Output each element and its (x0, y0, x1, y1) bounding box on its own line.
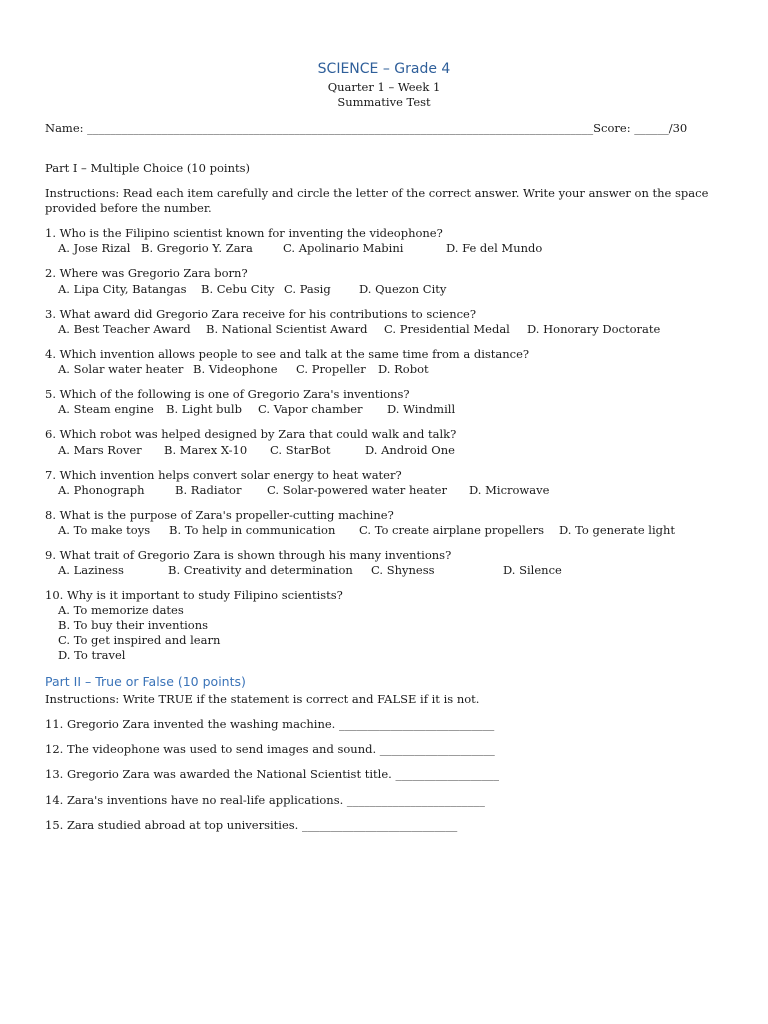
option-d: D. Android One (365, 443, 455, 457)
question-9: 9. What trait of Gregorio Zara is shown through his many inventions? (45, 548, 452, 562)
part1-instructions-line2: provided before the number. (45, 201, 212, 215)
option-c: C. Shyness (371, 563, 435, 577)
question-3: 3. What award did Gregorio Zara receive for his contributions to science? (45, 307, 477, 321)
option-b: B. Marex X-10 (164, 443, 248, 457)
tf-item-14: 14. Zara's inventions have no real-life applications. ________________________ (45, 793, 485, 807)
name-score-line: Name: ________________________________________________________________________________________Score: ______/30 (45, 121, 688, 135)
tf-item-15: 15. Zara studied abroad at top universities. ___________________________ (45, 818, 458, 832)
option-c: C. Propeller (296, 362, 366, 376)
part2-instructions: Instructions: Write TRUE if the statement is correct and FALSE if it is not. (45, 692, 480, 706)
tf-item-12: 12. The videophone was used to send images and sound. ____________________ (45, 742, 495, 756)
option-d: D. To generate light (559, 523, 676, 537)
option-a: A. Phonograph (58, 483, 145, 497)
option-a: A. Jose Rizal (58, 241, 131, 255)
option-b: B. To help in communication (169, 523, 336, 537)
option-b: B. Radiator (175, 483, 242, 497)
option-c: C. Presidential Medal (384, 322, 510, 336)
option-b: B. Light bulb (166, 402, 242, 416)
test-subtitle: Summative Test (337, 95, 431, 109)
quarter-subtitle: Quarter 1 – Week 1 (327, 80, 441, 94)
option-c: C. To get inspired and learn (58, 633, 221, 647)
option-a: A. Steam engine (58, 402, 154, 416)
part2-heading: Part II – True or False (10 points) (45, 674, 246, 689)
option-b: B. Cebu City (201, 282, 275, 296)
question-10: 10. Why is it important to study Filipino scientists? (45, 588, 343, 602)
option-a: A. Best Teacher Award (58, 322, 191, 336)
tf-item-13: 13. Gregorio Zara was awarded the National Scientist title. __________________ (45, 767, 499, 781)
option-d: D. Quezon City (359, 282, 447, 296)
option-c: C. Apolinario Mabini (283, 241, 404, 255)
option-d: D. Fe del Mundo (446, 241, 543, 255)
option-a: A. To memorize dates (58, 603, 184, 617)
question-5: 5. Which of the following is one of Gregorio Zara's inventions? (45, 387, 410, 401)
question-2: 2. Where was Gregorio Zara born? (45, 266, 248, 280)
option-b: B. Gregorio Y. Zara (141, 241, 253, 255)
option-d: D. Microwave (469, 483, 550, 497)
option-a: A. Lipa City, Batangas (58, 282, 187, 296)
question-6: 6. Which robot was helped designed by Zara that could walk and talk? (45, 427, 457, 441)
option-d: D. Silence (503, 563, 562, 577)
option-b: B. National Scientist Award (206, 322, 368, 336)
option-c: C. Solar-powered water heater (267, 483, 447, 497)
option-d: D. Robot (378, 362, 429, 376)
option-b: B. Creativity and determination (168, 563, 353, 577)
option-d: D. Honorary Doctorate (527, 322, 661, 336)
option-d: D. Windmill (387, 402, 456, 416)
option-c: C. To create airplane propellers (359, 523, 545, 537)
option-c: C. StarBot (270, 443, 331, 457)
tf-item-11: 11. Gregorio Zara invented the washing machine. ___________________________ (45, 717, 495, 731)
option-c: C. Pasig (284, 282, 331, 296)
option-b: B. Videophone (193, 362, 278, 376)
option-d: D. To travel (58, 648, 126, 662)
option-a: A. To make toys (58, 523, 151, 537)
question-4: 4. Which invention allows people to see and talk at the same time from a distance? (45, 347, 530, 361)
part1-heading: Part I – Multiple Choice (10 points) (45, 161, 250, 175)
question-7: 7. Which invention helps convert solar energy to heat water? (45, 468, 402, 482)
part1-instructions-line1: Instructions: Read each item carefully and circle the letter of the correct answer. Write your answer on the space (45, 186, 709, 200)
page-title: SCIENCE – Grade 4 (317, 61, 451, 77)
option-b: B. To buy their inventions (58, 618, 209, 632)
option-a: A. Mars Rover (58, 443, 142, 457)
question-1: 1. Who is the Filipino scientist known for inventing the videophone? (45, 226, 443, 240)
option-a: A. Solar water heater (58, 362, 184, 376)
option-a: A. Laziness (58, 563, 124, 577)
question-8: 8. What is the purpose of Zara's propeller-cutting machine? (45, 508, 394, 522)
option-c: C. Vapor chamber (258, 402, 363, 416)
